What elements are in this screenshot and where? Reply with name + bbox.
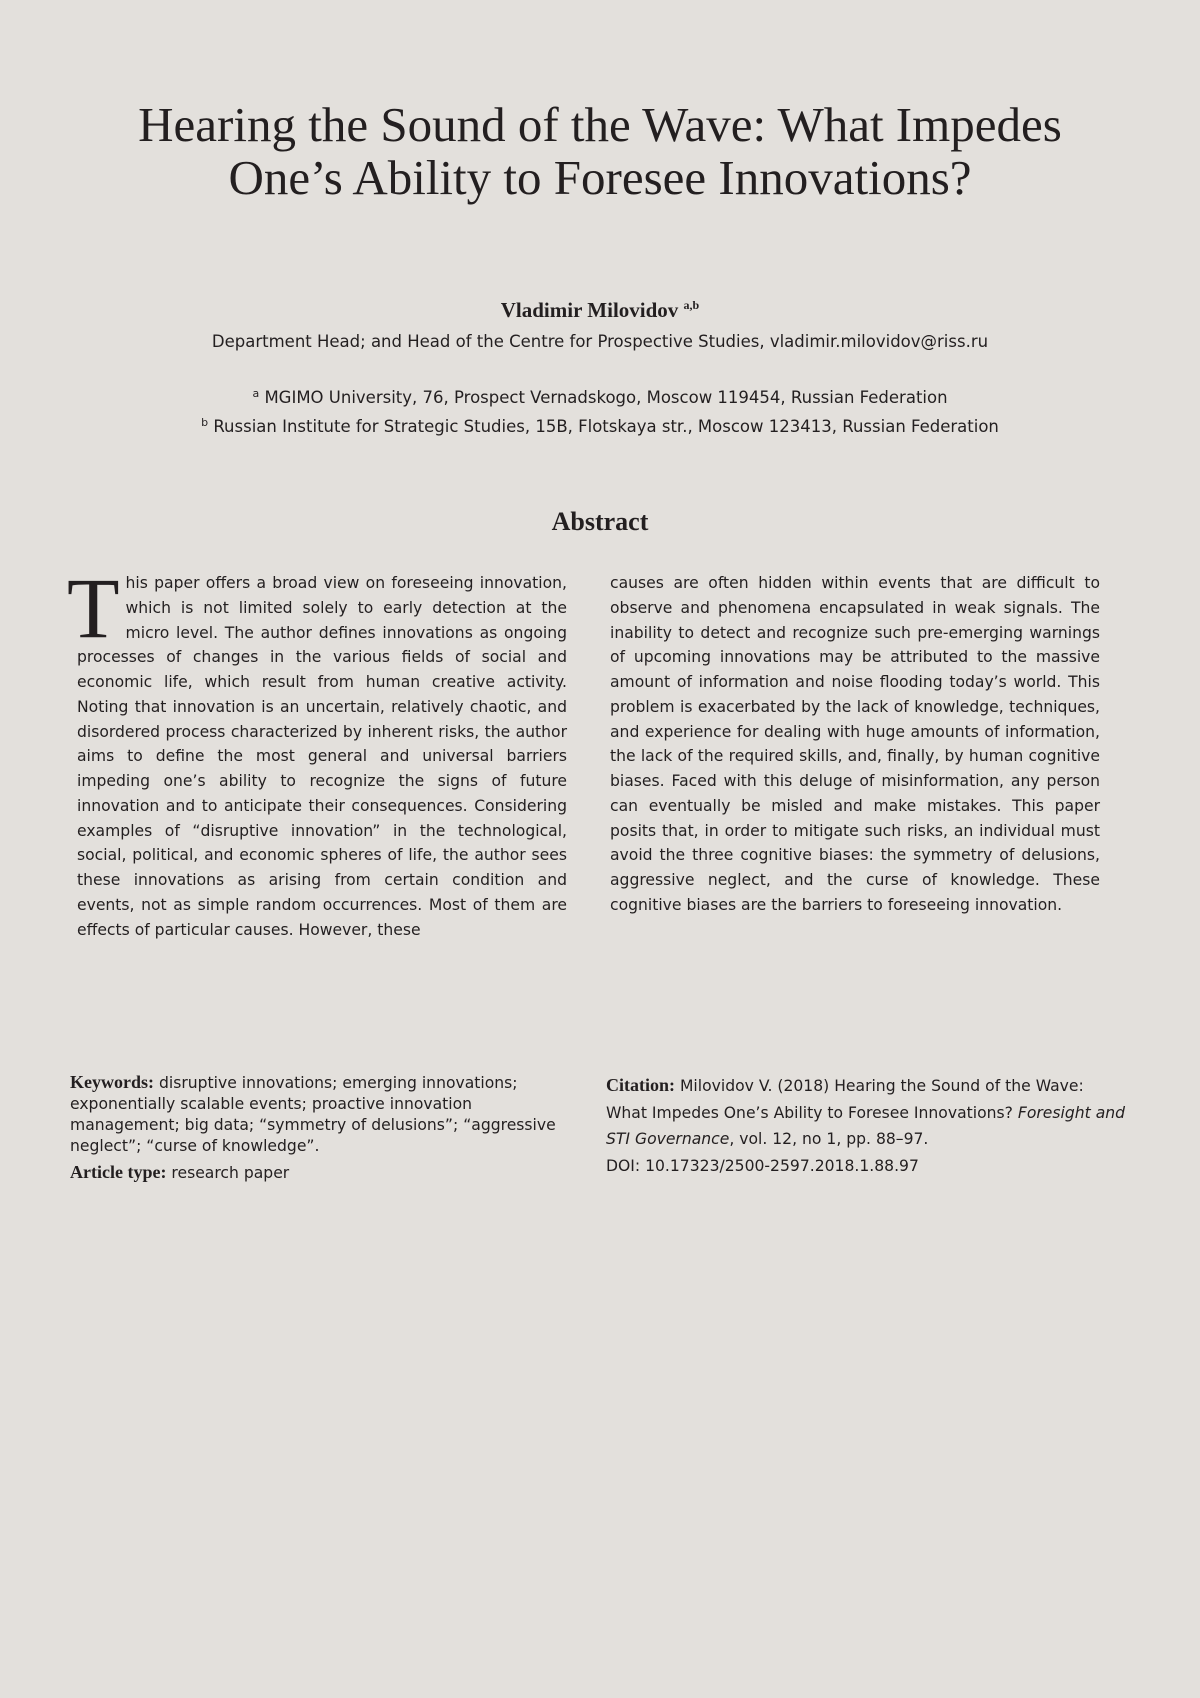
article-type-label: Article type: <box>70 1162 167 1182</box>
abstract-left-column <box>67 560 567 942</box>
author-superscript: a,b <box>683 298 700 312</box>
author-position: Department Head; and Head of the Centre for Prospective Studies, vladimir.milovidov@riss.ru <box>211 332 989 351</box>
affiliation-b <box>0 416 1200 436</box>
affiliation-b-mark: b <box>201 416 209 429</box>
article-type-block <box>70 1162 575 1183</box>
drop-cap: T <box>67 560 120 656</box>
citation-details: , vol. 12, no 1, pp. 88–97. <box>729 1130 929 1148</box>
author-line <box>0 298 1200 323</box>
citation-journal: Foresight and STI Governance <box>606 1103 1126 1148</box>
keywords-label: Keywords: <box>70 1072 154 1092</box>
abstract-left-text: his paper offers a broad view on foreseeing innovation, which is not limited solely to early detection at the micro level. The author defines innovations as ongoing processes of changes in the various fields of social and economic life, which result from human creative activity. Noting that innovation is an uncertain, relatively chaotic, and disordered process characterized by inherent risks, the author aims to define the most general and universal barriers impeding one’s ability to recognize the signs of future innovation and to anticipate their consequences. Considering examples of “disruptive innovation” in the technological, social, political, and economic spheres of life, the author sees these innovations as arising from certain condition and events, not as simple random occurrences. Most of them are effects of particular causes. However, these <box>77 574 567 939</box>
affiliation-a <box>0 387 1200 407</box>
citation-doi: DOI: 10.17323/2500-2597.2018.1.88.97 <box>606 1156 919 1175</box>
citation-block <box>606 1072 1126 1179</box>
abstract-right-text: causes are often hidden within events that are difficult to observe and phenomena encapsulated in weak signals. The inability to detect and recognize such pre-emerging warnings of upcoming innovations may be attributed to the massive amount of information and noise flooding today’s world. This problem is exacerbated by the lack of knowledge, techniques, and experience for dealing with huge amounts of information, the lack of the required skills, and, finally, by human cognitive biases. Faced with this deluge of misinformation, any person can eventually be misled and make mistakes. This paper posits that, in order to mitigate such risks, an individual must avoid the three cognitive biases: the symmetry of delusions, aggressive neglect, and the curse of knowledge. These cognitive biases are the barriers to foreseeing innovation. <box>610 574 1100 914</box>
abstract-heading: Abstract <box>551 507 649 536</box>
keywords-block <box>70 1072 575 1157</box>
keywords-text: disruptive innovations; emerging innovations; exponentially scalable events; proactive innovation management; big data; “symmetry of delusions”; “aggressive neglect”; “curse of knowledge”. <box>70 1074 556 1155</box>
affiliation-b-text: Russian Institute for Strategic Studies, 15B, Flotskaya str., Moscow 123413, Russian Federation <box>213 417 999 436</box>
affiliation-a-text: MGIMO University, 76, Prospect Vernadskogo, Moscow 119454, Russian Federation <box>264 388 948 407</box>
abstract-right-column <box>610 571 1100 918</box>
citation-text: Milovidov V. (2018) Hearing the Sound of the Wave: What Impedes One’s Ability to Foresee Innovations? <box>606 1077 1084 1122</box>
affiliation-a-mark: a <box>252 387 260 400</box>
citation-label: Citation: <box>606 1075 675 1095</box>
article-type-text: research paper <box>171 1164 290 1182</box>
paper-title: Hearing the Sound of the Wave: What Impedes One’s Ability to Foresee Innovations? <box>138 97 1062 205</box>
author-name: Vladimir Milovidov <box>500 298 679 322</box>
